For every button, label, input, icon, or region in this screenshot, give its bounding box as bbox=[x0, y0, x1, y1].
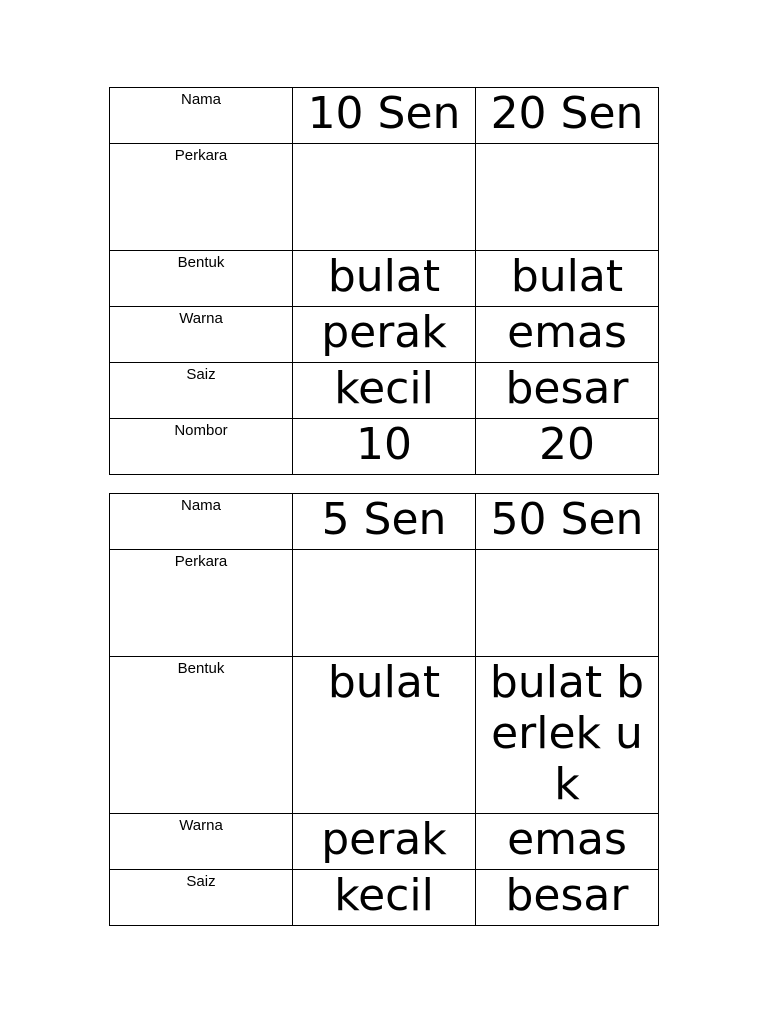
cell-saiz-5-sen: kecil bbox=[293, 870, 476, 926]
row-label-nombor: Nombor bbox=[110, 419, 293, 475]
cell-perkara-20-sen bbox=[476, 144, 659, 251]
cell-nama-5-sen: 5 Sen bbox=[293, 494, 476, 550]
cell-warna-50-sen: emas bbox=[476, 814, 659, 870]
row-label-perkara: Perkara bbox=[110, 144, 293, 251]
cell-bentuk-5-sen: bulat bbox=[293, 657, 476, 814]
cell-nama-50-sen: 50 Sen bbox=[476, 494, 659, 550]
coin-table-5-50-sen bbox=[109, 493, 659, 926]
row-label-warna: Warna bbox=[110, 814, 293, 870]
table-row-perkara bbox=[110, 550, 659, 657]
cell-nombor-20-sen: 20 bbox=[476, 419, 659, 475]
table-row-bentuk bbox=[110, 251, 659, 307]
table-row-saiz bbox=[110, 870, 659, 926]
row-label-nama: Nama bbox=[110, 494, 293, 550]
cell-bentuk-50-sen-text: bulat berlek uk bbox=[489, 657, 645, 810]
cell-warna-5-sen: perak bbox=[293, 814, 476, 870]
table-row-perkara bbox=[110, 144, 659, 251]
coin-table-10-20-sen bbox=[109, 87, 659, 475]
cell-saiz-20-sen: besar bbox=[476, 363, 659, 419]
cell-bentuk-20-sen: bulat bbox=[476, 251, 659, 307]
row-label-perkara: Perkara bbox=[110, 550, 293, 657]
row-label-bentuk: Bentuk bbox=[110, 251, 293, 307]
cell-nama-10-sen: 10 Sen bbox=[293, 88, 476, 144]
row-label-saiz: Saiz bbox=[110, 363, 293, 419]
cell-warna-20-sen: emas bbox=[476, 307, 659, 363]
table-row-warna bbox=[110, 307, 659, 363]
table-row-nama bbox=[110, 88, 659, 144]
cell-bentuk-50-sen bbox=[476, 657, 659, 814]
row-label-warna: Warna bbox=[110, 307, 293, 363]
cell-nama-20-sen: 20 Sen bbox=[476, 88, 659, 144]
row-label-saiz: Saiz bbox=[110, 870, 293, 926]
cell-nombor-10-sen: 10 bbox=[293, 419, 476, 475]
cell-saiz-50-sen: besar bbox=[476, 870, 659, 926]
row-label-bentuk: Bentuk bbox=[110, 657, 293, 814]
cell-perkara-10-sen bbox=[293, 144, 476, 251]
cell-warna-10-sen: perak bbox=[293, 307, 476, 363]
table-row-nombor bbox=[110, 419, 659, 475]
cell-perkara-5-sen bbox=[293, 550, 476, 657]
table-row-nama bbox=[110, 494, 659, 550]
row-label-nama: Nama bbox=[110, 88, 293, 144]
cell-saiz-10-sen: kecil bbox=[293, 363, 476, 419]
cell-bentuk-10-sen: bulat bbox=[293, 251, 476, 307]
table-row-bentuk bbox=[110, 657, 659, 814]
table-row-warna bbox=[110, 814, 659, 870]
table-row-saiz bbox=[110, 363, 659, 419]
cell-perkara-50-sen bbox=[476, 550, 659, 657]
